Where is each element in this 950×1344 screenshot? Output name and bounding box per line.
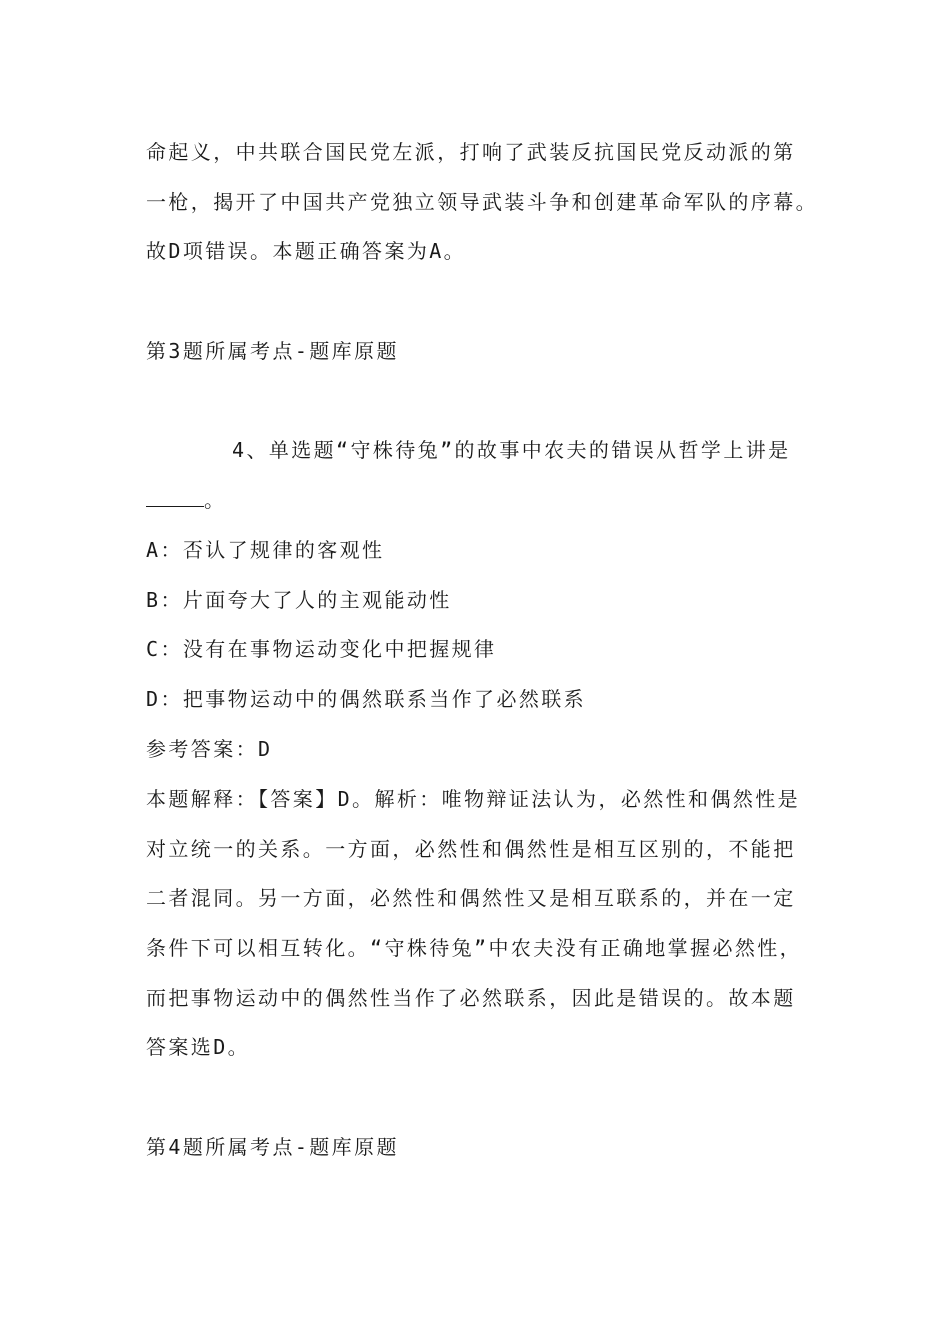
reference-answer: 参考答案：D xyxy=(146,737,273,761)
explanation-line-2: 对立统一的关系。一方面，必然性和偶然性是相互区别的，不能把 xyxy=(146,837,796,861)
prev-explanation-line-3: 故D项错误。本题正确答案为A。 xyxy=(146,239,467,263)
answer-blank xyxy=(146,488,204,507)
option-a: A：否认了规律的客观性 xyxy=(146,538,385,562)
prev-explanation-line-2: 一枪，揭开了中国共产党独立领导武装斗争和创建革命军队的序幕。 xyxy=(146,190,818,214)
question-4-stem-end: 。 xyxy=(204,488,227,512)
option-b: B：片面夸大了人的主观能动性 xyxy=(146,588,452,612)
prev-explanation-line-1: 命起义，中共联合国民党左派，打响了武装反抗国民党反动派的第 xyxy=(146,140,796,164)
explanation-line-6: 答案选D。 xyxy=(146,1035,251,1059)
question-3-point: 第3题所属考点-题库原题 xyxy=(146,339,399,363)
explanation-line-5: 而把事物运动中的偶然性当作了必然联系，因此是错误的。故本题 xyxy=(146,986,796,1010)
explanation-line-4: 条件下可以相互转化。“守株待兔”中农夫没有正确地掌握必然性， xyxy=(146,936,803,960)
question-4-point: 第4题所属考点-题库原题 xyxy=(146,1135,399,1159)
explanation-line-1: 本题解释：【答案】D。解析：唯物辩证法认为，必然性和偶然性是 xyxy=(146,787,801,811)
option-d: D：把事物运动中的偶然联系当作了必然联系 xyxy=(146,687,587,711)
option-c: C：没有在事物运动变化中把握规律 xyxy=(146,637,497,661)
question-4-stem: 4、单选题“守株待兔”的故事中农夫的错误从哲学上讲是 xyxy=(232,438,791,462)
explanation-line-3: 二者混同。另一方面，必然性和偶然性又是相互联系的，并在一定 xyxy=(146,886,796,910)
question-4-stem-continuation xyxy=(146,487,836,513)
